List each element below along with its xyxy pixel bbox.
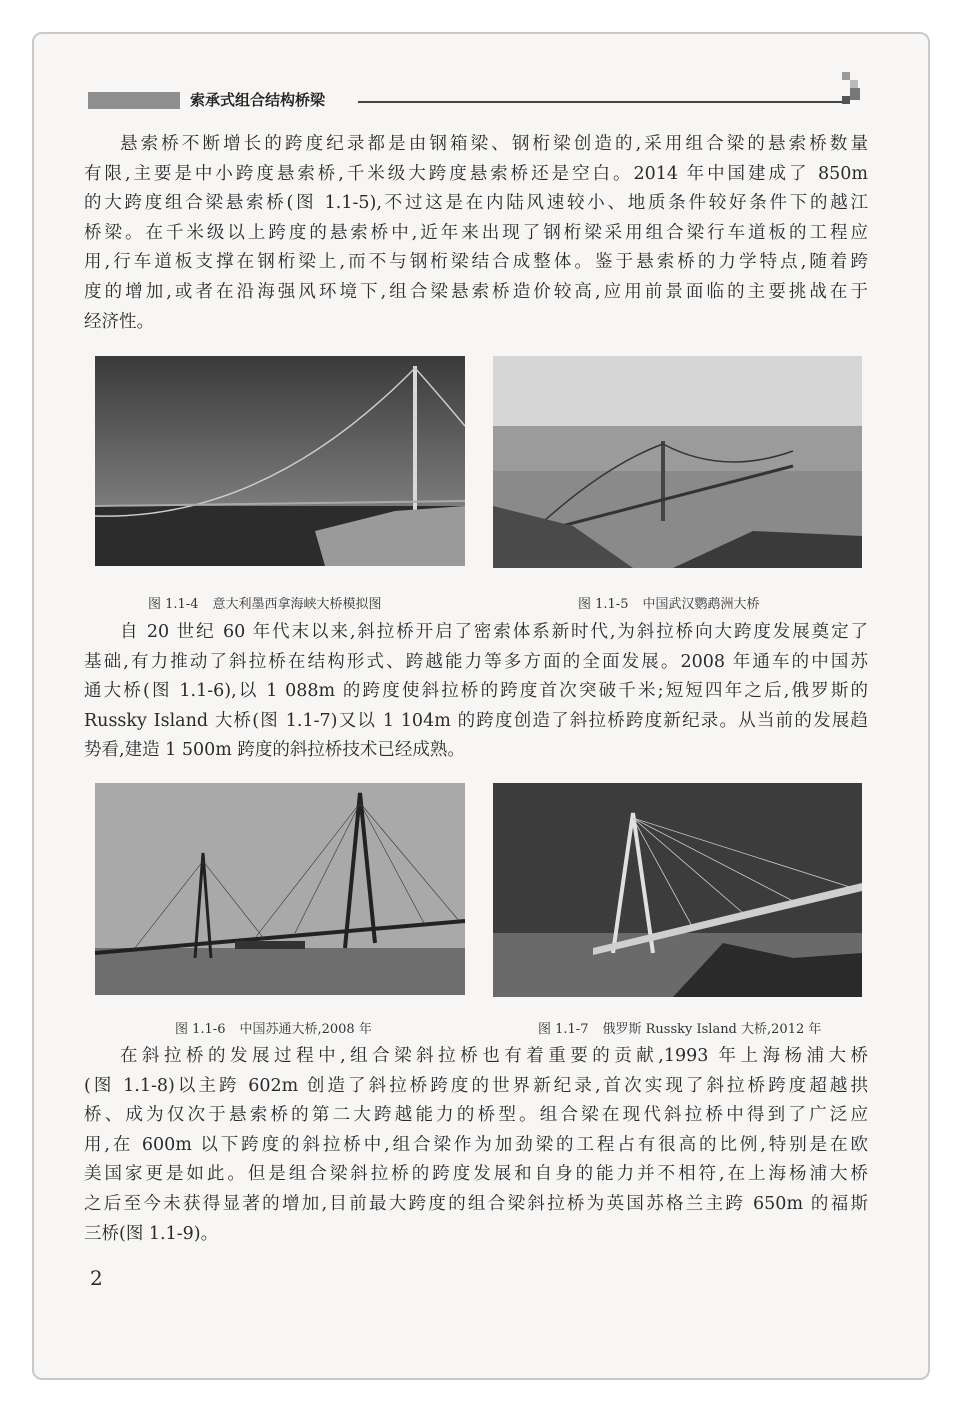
figure-caption [175,1018,372,1037]
figure-number: 图 1.1-5 [578,597,629,612]
text-line: 悬索桥不断增长的跨度纪录都是由钢箱梁、钢桁梁创造的,采用组合梁的悬索桥数量 [120,134,868,154]
text-line: 三桥(图 1.1-9)。 [84,1223,219,1244]
text-line: 度的增加,或者在沿海强风环境下,组合梁悬索桥造价较高,应用前景面临的主要挑战在于 [84,281,868,302]
figure-title: 中国武汉鹦鹉洲大桥 [642,597,760,612]
figure-1-1-7-photo [493,783,862,997]
header-ornament [850,88,860,100]
figure-title: 意大利墨西拿海峡大桥模拟图 [212,597,382,612]
figure-title: 中国苏通大桥,2008 年 [239,1022,372,1037]
figure-number: 图 1.1-4 [148,597,199,612]
text-line: 美国家更是如此。但是组合梁斜拉桥的跨度发展和自身的能力并不相符,在上海杨浦大桥 [84,1164,868,1185]
figure-number: 图 1.1-7 [538,1022,589,1037]
text-line: 基础,有力推动了斜拉桥在结构形式、跨越能力等多方面的全面发展。2008 年通车的中国苏 [84,651,868,672]
text-line: Russky Island 大桥(图 1.1-7)又以 1 104m 的跨度创造了斜拉桥跨度新纪录。从当前的发展趋 [84,710,868,731]
text-line: 用,在 600m 以下跨度的斜拉桥中,组合梁作为加劲梁的工程占有很高的比例,特别是在欧 [84,1134,868,1155]
paragraph-3 [84,1042,868,1249]
text-line: 自 20 世纪 60 年代末以来,斜拉桥开启了密索体系新时代,为斜拉桥向大跨度发展奠定了 [120,622,868,642]
header-ornament [842,96,850,104]
paragraph-1 [84,130,868,337]
text-line: 有限,主要是中小跨度悬索桥,千米级大跨度悬索桥还是空白。2014 年中国建成了 850m [84,163,868,184]
text-line: 桥、成为仅次于悬索桥的第二大跨越能力的桥型。组合梁在现代斜拉桥中得到了广泛应 [84,1105,868,1126]
figure-1-1-4-photo [95,356,465,566]
text-line: 用,行车道板支撑在钢桁梁上,而不与钢桁梁结合成整体。鉴于悬索桥的力学特点,随着跨 [84,252,868,273]
text-line: 桥梁。在千米级以上跨度的悬索桥中,近年来出现了钢桁梁采用组合梁行车道板的工程应 [84,222,868,243]
page-number: 2 [90,1266,103,1290]
header-ornament [850,80,858,88]
text-line: 势看,建造 1 500m 跨度的斜拉桥技术已经成熟。 [84,740,465,761]
figure-caption [578,593,760,612]
header-rule [358,101,848,103]
text-line: 在斜拉桥的发展过程中,组合梁斜拉桥也有着重要的贡献,1993 年上海杨浦大桥 [120,1046,868,1066]
running-title: 索承式组合结构桥梁 [190,91,326,109]
figure-1-1-5-photo [493,356,862,568]
text-line: 经济性。 [84,311,154,332]
figure-number: 图 1.1-6 [175,1022,226,1037]
figure-caption [538,1018,821,1037]
figure-title: 俄罗斯 Russky Island 大桥,2012 年 [602,1022,822,1037]
text-line: 的大跨度组合梁悬索桥(图 1.1-5),不过这是在内陆风速较小、地质条件较好条件下的越江 [84,193,868,214]
header-bar [88,92,180,109]
text-line: 通大桥(图 1.1-6),以 1 088m 的跨度使斜拉桥的跨度首次突破千米;短短四年之后,俄罗斯的 [84,681,868,702]
paragraph-2 [84,618,868,766]
figure-caption [148,593,382,612]
text-line: (图 1.1-8)以主跨 602m 创造了斜拉桥跨度的世界新纪录,首次实现了斜拉桥跨度超越拱 [84,1075,868,1096]
figure-1-1-6-photo [95,783,465,995]
header-ornament [842,72,850,80]
text-line: 之后至今未获得显著的增加,目前最大跨度的组合梁斜拉桥为英国苏格兰主跨 650m 的福斯 [84,1193,868,1214]
